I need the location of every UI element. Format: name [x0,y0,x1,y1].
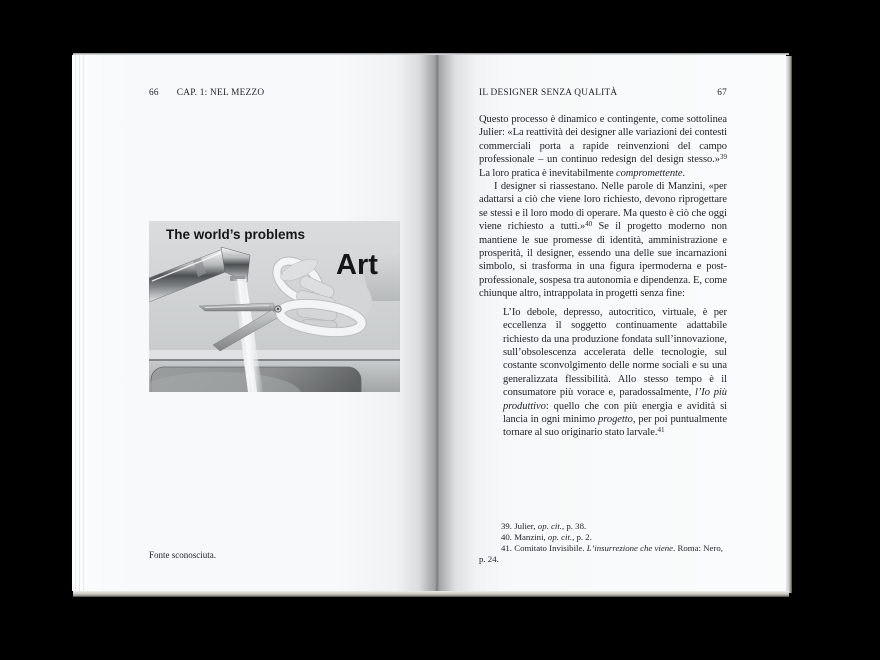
meme-label-art: Art [336,249,378,281]
body-blockquote: L’Io debole, depresso, autocritico, virtuale, è per eccellenza il soggetto continuamente adattabile richiesto da una produzione fondata sull’innovazione, sull’obsolescenza accelerata delle tecnologie, sul costante sconvolgimento delle norme sociali e su una generalizzata flessibilità. Allo stesso tempo è il consumatore più vorace e, paradossalmente, l’Io più produttivo: quello che con più energia e avidità si lancia in ogni minimo progetto, per poi puntualmente tornare al suo originario stato larvale.$^{41}$ [503,306,728,439]
meme-image [149,221,400,392]
left-page-header [149,88,264,99]
body-paragraph-1: Questo processo è dinamico e contingente, come sottolinea Julier: «La reattività dei designer alle variazioni dei contesti commerciali porta a rapide reinvenzioni del campo professionale – un continuo redesign del design stesso.»$^{39}$ La loro pratica è inevitabilmente compromettente. [479,114,727,179]
left-running-title: CAP. 1: NEL MEZZO [176,88,265,98]
right-folio: 67 [717,88,727,98]
right-page [437,55,786,591]
meme-figure [149,221,400,392]
left-folio: 66 [149,88,159,98]
right-page-header [479,88,727,99]
footnotes [479,521,727,565]
meme-label-problems: The world’s problems [166,227,306,242]
right-running-title: IL DESIGNER SENZA QUALITÀ [479,88,618,98]
left-page [72,55,437,591]
page-edge-right [786,56,792,593]
page-edge-left [72,55,86,591]
footnote-39: 39. Julier, op. cit., p. 38. [501,521,587,531]
footnote-40: 40. Manzini, op. cit., p. 2. [501,532,592,542]
book [72,53,792,597]
figure-source-caption: Fonte sconosciuta. [149,550,216,560]
right-page-body [479,113,727,565]
body-paragraph-2: I designer si riassestano. Nelle parole di Manzini, «per adattarsi a ciò che viene loro richiesto, devono riprogettare se stessi e il loro modo di operare. Ma questo è ciò che oggi viene richiesto a tutti.»$^{40}$ Se il progetto moderno non mantiene le sue promesse di identità, amministrazione e prosperità, il designer, essendo una delle sue incarnazioni simbolo, si trasforma in una figura ipermoderna e post-professionale, sospesa tra autonomia e dipendenza. E, come chiunque altro, intrappolata in progetti senza fine: [479,181,727,300]
sink [149,350,400,392]
footnote-41: 41. Comitato Invisibile. L’insurrezione che viene. Roma: Nero, p. 24. [479,543,723,564]
page-edge-bottom [73,591,789,597]
